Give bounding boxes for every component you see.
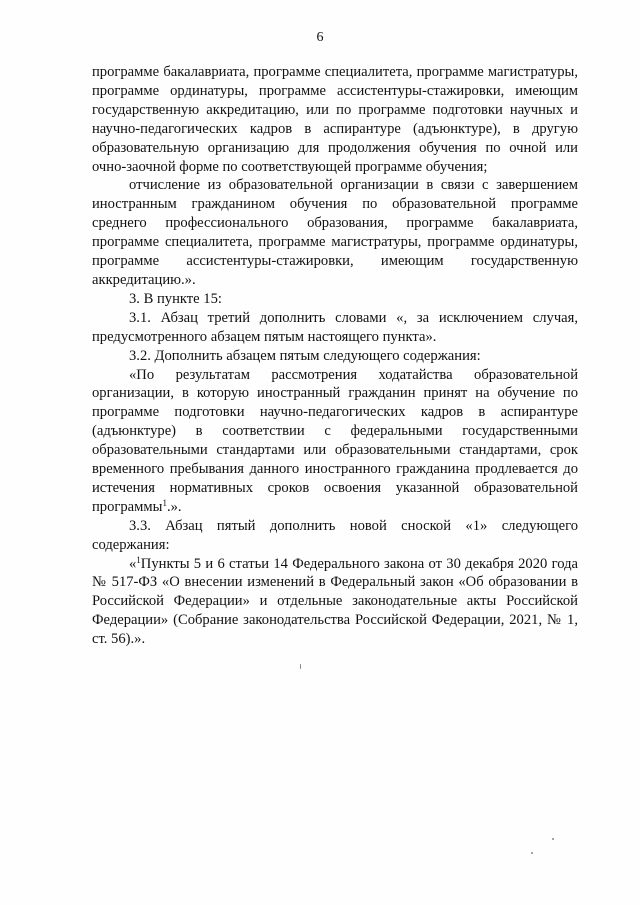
document-body xyxy=(92,63,578,649)
paragraph-footnote-text xyxy=(92,555,578,650)
quoted-amendment-tail: .». xyxy=(166,498,182,515)
paragraph-continuation: программе бакалавриата, программе специалитета, программе магистратуры, программе ординатуры, программе ассистентуры-стажировки, имеющим государственную аккредитацию, или по программе подготовки научных и научно-педагогических кадров в аспирантуре (адъюнктуре), в другую образовательную организацию для продолжения обучения по очной или очно-заочной форме по соответствующей программе обучения; xyxy=(92,64,578,175)
footnote-number: 1 xyxy=(136,554,141,565)
quoted-amendment-text: «По результатам рассмотрения ходатайства образовательной организации, в которую иностранный гражданин принят на обучение по программе подготовки научно-педагогических кадров в аспирантуре (адъюнктуре) в соответствии с федеральными государственными образовательными стандартами или образовательными стандартами, срок временного пребывания данного иностранного гражданина продлевается до истечения нормативных сроков освоения указанной образовательной программы xyxy=(92,366,578,515)
footnote-reference: 1 xyxy=(162,497,167,508)
page-number: 6 xyxy=(316,30,324,45)
scan-speck xyxy=(531,852,533,854)
paragraph-expulsion: отчисление из образовательной организации в связи с завершением иностранным гражданином обучения по образовательной программе среднего профессионального образования, программе бакалавриата, программе специалитета, программе магистратуры, программе ординатуры, программе ассистентуры-стажировки, имеющим государственную аккредитацию.». xyxy=(92,177,578,288)
scan-speck xyxy=(552,838,554,840)
footnote-open-quote: « xyxy=(129,555,137,572)
scan-speck xyxy=(300,664,301,669)
paragraph-point-3-1: 3.1. Абзац третий дополнить словами «, за исключением случая, предусмотренного абзацем пятым настоящего пункта». xyxy=(92,309,578,345)
paragraph-point-3-2: 3.2. Дополнить абзацем пятым следующего содержания: xyxy=(129,347,481,364)
paragraph-point-3-3: 3.3. Абзац пятый дополнить новой сноской «1» следующего содержания: xyxy=(92,517,578,553)
paragraph-point-3: 3. В пункте 15: xyxy=(129,290,222,307)
footnote-body: Пункты 5 и 6 статьи 14 Федерального закона от 30 декабря 2020 года № 517-ФЗ «О внесении изменений в Федеральный закон «Об образовании в Российской Федерации» и отдельные законодательные акты Российской Федерации» (Собрание законодательства Российской Федерации, 2021, № 1, ст. 56).». xyxy=(92,555,578,648)
paragraph-quoted-amendment xyxy=(92,366,578,517)
